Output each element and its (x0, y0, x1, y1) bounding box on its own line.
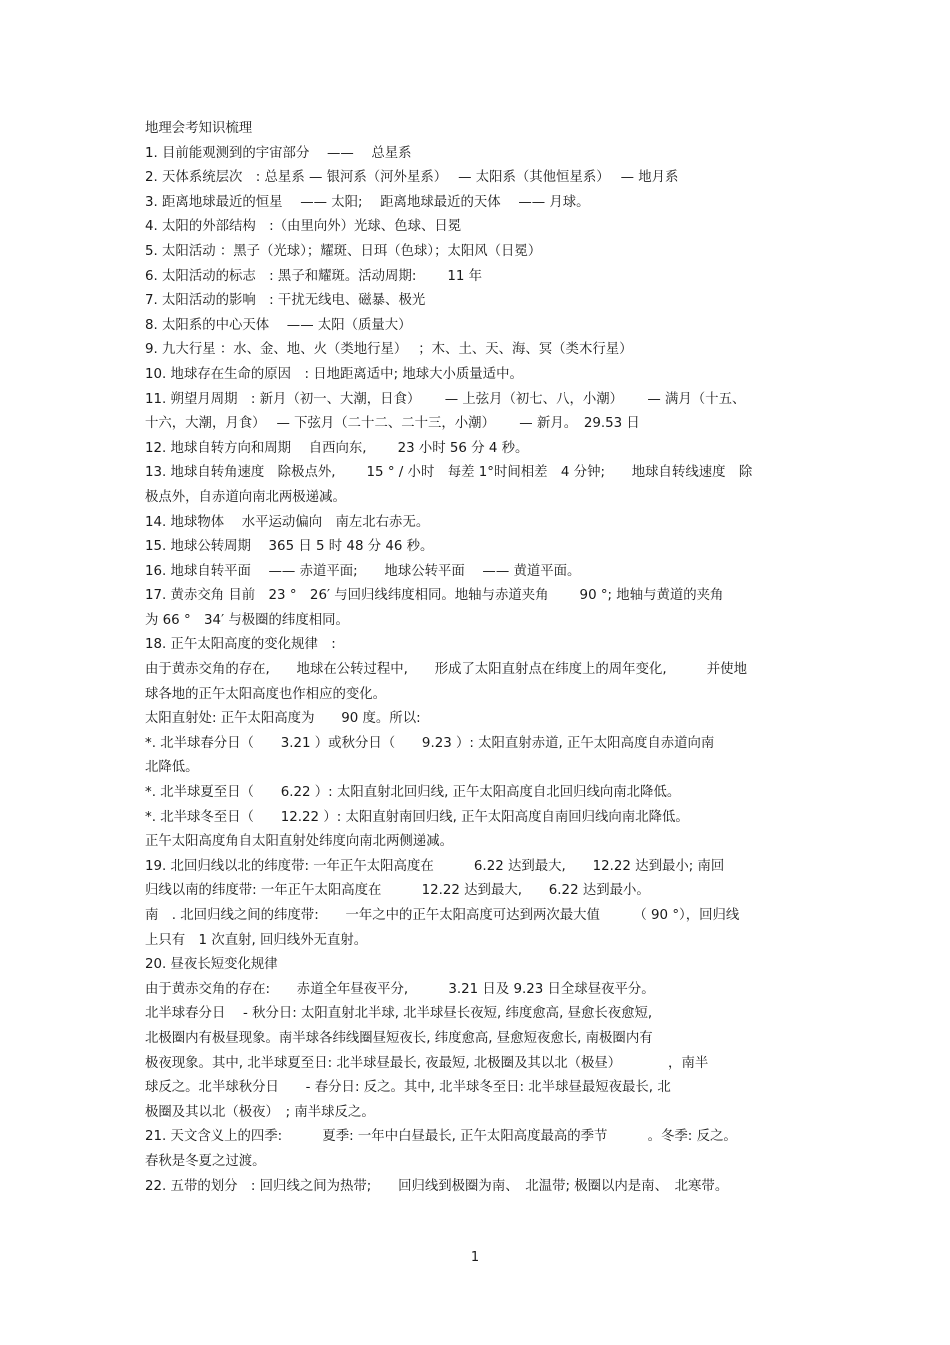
text-line: *. 北半球夏至日（ 6.22 ）: 太阳直射北回归线, 正午太阳高度自北回归线向南北降低。 (145, 785, 681, 801)
text-line: 由于黄赤交角的存在: 赤道全年昼夜平分, 3.21 日及 9.23 日全球昼夜平分。 (145, 981, 655, 997)
text-line: 2. 天体系统层次 : 总星系 — 银河系（河外星系） — 太阳系（其他恒星系） — 地月系 (145, 170, 679, 186)
text-line: 4. 太阳的外部结构 :（由里向外）光球、色球、日冕 (145, 219, 462, 235)
text-line: 17. 黄赤交角 目前 23 ° 26′ 与回归线纬度相同。地轴与赤道夹角 90 °; 地轴与黄道的夹角 (145, 588, 724, 604)
text-line: 上只有 1 次直射, 回归线外无直射。 (145, 932, 368, 948)
text-line: 太阳直射处: 正午太阳高度为 90 度。所以: (145, 711, 421, 727)
document-body (145, 117, 810, 1199)
text-line: 5. 太阳活动 ：黑子（光球）；耀斑、日珥（色球）；太阳风（日冕） (145, 243, 542, 259)
text-line: 16. 地球自转平面 —— 赤道平面; 地球公转平面 —— 黄道平面。 (145, 563, 581, 579)
text-line: 20. 昼夜长短变化规律 (145, 957, 278, 973)
text-line: 1. 目前能观测到的宇宙部分 —— 总星系 (145, 145, 412, 161)
text-line: 12. 地球自转方向和周期 自西向东, 23 小时 56 分 4 秒。 (145, 440, 529, 456)
text-line: 极点外，自赤道向南北两极递减。 (145, 489, 346, 505)
text-line: 18. 正午太阳高度的变化规律 : (145, 637, 336, 653)
document-title: 地理会考知识梳理 (145, 121, 253, 136)
text-line: 11. 朔望月周期 : 新月（初一、大潮，日食） — 上弦月（初七、八，小潮） — 满月（十五、 (145, 391, 746, 407)
text-line: 球反之。北半球秋分日 - 春分日: 反之。其中, 北半球冬至日: 北半球昼最短夜最长, 北 (145, 1080, 671, 1096)
text-line: 极圈及其以北（极夜） ; 南半球反之。 (145, 1104, 375, 1120)
text-line: 正午太阳高度角自太阳直射处纬度向南北两侧递减。 (145, 834, 453, 850)
text-line: 球各地的正午太阳高度也作相应的变化。 (145, 686, 387, 702)
text-line: 春秋是冬夏之过渡。 (145, 1153, 266, 1169)
text-line: 北降低。 (145, 760, 199, 776)
text-line: 8. 太阳系的中心天体 —— 太阳（质量大） (145, 317, 412, 333)
text-line: 9. 九大行星 ：水、金、地、火（类地行星） ；木、土、天、海、冥（类木行星） (145, 342, 633, 358)
text-line: 13. 地球自转角速度 除极点外, 15 ° / 小时 每差 1°时间相差 4 分钟; 地球自转线速度 除 (145, 465, 753, 481)
text-line: 极夜现象。其中, 北半球夏至日: 北半球昼最长, 夜最短, 北极圈及其以北（极昼） ，南半 (145, 1055, 709, 1071)
text-line: 6. 太阳活动的标志 : 黑子和耀斑。活动周期: 11 年 (145, 268, 483, 284)
text-line: 南 . 北回归线之间的纬度带: 一年之中的正午太阳高度可达到两次最大值 （ 90 °），回归线 (145, 908, 740, 923)
text-line: 归线以南的纬度带: 一年正午太阳高度在 12.22 达到最大, 6.22 达到最小。 (145, 883, 650, 899)
text-line: 北半球春分日 - 秋分日: 太阳直射北半球, 北半球昼长夜短, 纬度愈高, 昼愈长夜愈短, (145, 1006, 653, 1022)
text-line: 15. 地球公转周期 365 日 5 时 48 分 46 秒。 (145, 539, 434, 555)
text-line: 10. 地球存在生命的原因 : 日地距离适中; 地球大小质量适中。 (145, 366, 523, 382)
text-line: 北极圈内有极昼现象。南半球各纬线圈昼短夜长, 纬度愈高, 昼愈短夜愈长, 南极圈内有 (145, 1030, 653, 1046)
text-line: 22. 五带的划分 : 回归线之间为热带; 回归线到极圈为南、 北温带; 极圈以内是南、 北寒带。 (145, 1178, 729, 1194)
text-line: 3. 距离地球最近的恒星 —— 太阳; 距离地球最近的天体 —— 月球。 (145, 194, 590, 210)
text-line: 21. 天文含义上的四季: 夏季: 一年中白昼最长, 正午太阳高度最高的季节 。冬季: 反之。 (145, 1129, 737, 1145)
text-line: 由于黄赤交角的存在, 地球在公转过程中, 形成了太阳直射点在纬度上的周年变化, 并使地 (145, 662, 747, 678)
text-line: 19. 北回归线以北的纬度带: 一年正午太阳高度在 6.22 达到最大, 12.22 达到最小; 南回 (145, 858, 725, 874)
text-line: 7. 太阳活动的影响 : 干扰无线电、磁暴、极光 (145, 293, 426, 309)
page-number: 1 (470, 1250, 480, 1265)
text-line: 为 66 ° 34′ 与极圈的纬度相同。 (145, 612, 349, 628)
text-line: 十六，大潮，月食） — 下弦月（二十二、二十三，小潮） — 新月。 29.53 日 (145, 416, 640, 432)
text-line: *. 北半球冬至日（ 12.22 ）: 太阳直射南回归线, 正午太阳高度自南回归线向南北降低。 (145, 809, 689, 825)
text-line: *. 北半球春分日（ 3.21 ）或秋分日（ 9.23 ）: 太阳直射赤道, 正午太阳高度自赤道向南 (145, 735, 715, 751)
text-line: 14. 地球物体 水平运动偏向 南左北右赤无。 (145, 514, 430, 530)
